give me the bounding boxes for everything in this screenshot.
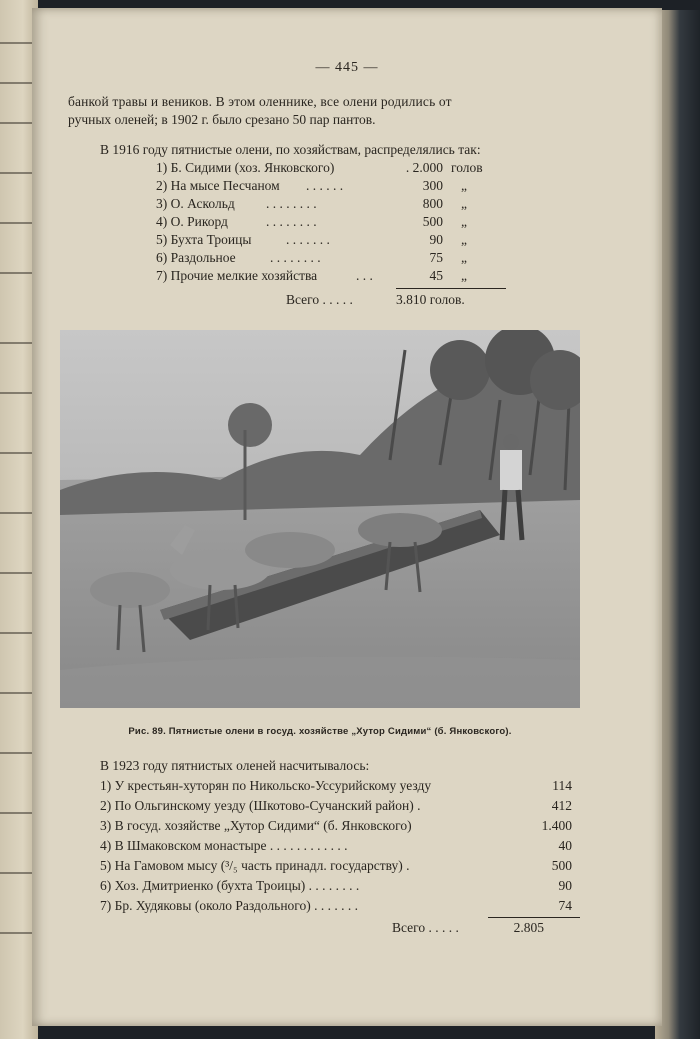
page-number: — 445 — [315,60,379,75]
table1-heading: В 1916 году пятнистые олени, по хозяйствам, распределялись так: [100,142,481,157]
table1-total-value: 3.810 голов. [396,292,465,307]
table2-total-value: 2.805 [513,920,544,935]
book-page: — 445 — банкой травы и веников. В этом оленнике, все олени родились от ручных оленей; в 1902 г. было срезано 50 пар пантов. В 1916 году пятнистые олени, по хозяйствам, распределялись так: 1) Б. Сидими (хоз. Янковского) . 2.000 голов 2) На мысе Песчаном . . . . . . 300 „ 3) О. Аскольд . . . . . . . . 800 „ 4) О. Рикорд . . . . . . . . 500 „ 5) Бухта Троицы . . . . . . . 90 „ 6) Раздольное . . . . . . . . 75 „ 7) Прочие мелкие хозяйства . . . 45 „ Всего . . . . . 3.810 голов. Рис. 89. Пятнистые олени в госуд. хозяйстве „Хутор Сидими“ (б. Янковского). В 1923 году пятнистых оленей насчитывалось: 1) У крестьян-хуторян по Никольско-Уссурийскому уезду 114 2) По Ольгинскому уезду (Шкотово-Сучанский район) . 412 3) В госуд. хозяйстве „Хутор Сидими“ (б. Янковского) 1.400 4) В Шмаковском монастыре . . . . . . . . . . . . 40 5) На Гамовом мысу (³/₅ часть принадл. государству) . 500 6) Хоз. Дмитриенко (бухта Троицы) . . . . . . . . 90 7) Бр. Худяковы (около Раздольного) . . . . . . . 74 Всего . . . . . 2.805 [32,8,662,1026]
table2-heading: В 1923 году пятнистых оленей насчитывалось: [100,758,370,773]
table2-total-label: Всего . . . . . [392,920,459,935]
figure-caption: Рис. 89. Пятнистые олени в госуд. хозяйстве „Хутор Сидими“ (б. Янковского). [128,726,512,737]
table1-sum-rule [396,288,506,289]
table2-sum-rule [488,917,580,918]
intro-line-1: банкой травы и веников. В этом оленнике, все олени родились от [68,94,452,109]
intro-line-2: ручных оленей; в 1902 г. было срезано 50 пар пантов. [68,112,376,127]
table1-total-label: Всего . . . . . [286,292,353,307]
deer-photograph [60,330,580,708]
